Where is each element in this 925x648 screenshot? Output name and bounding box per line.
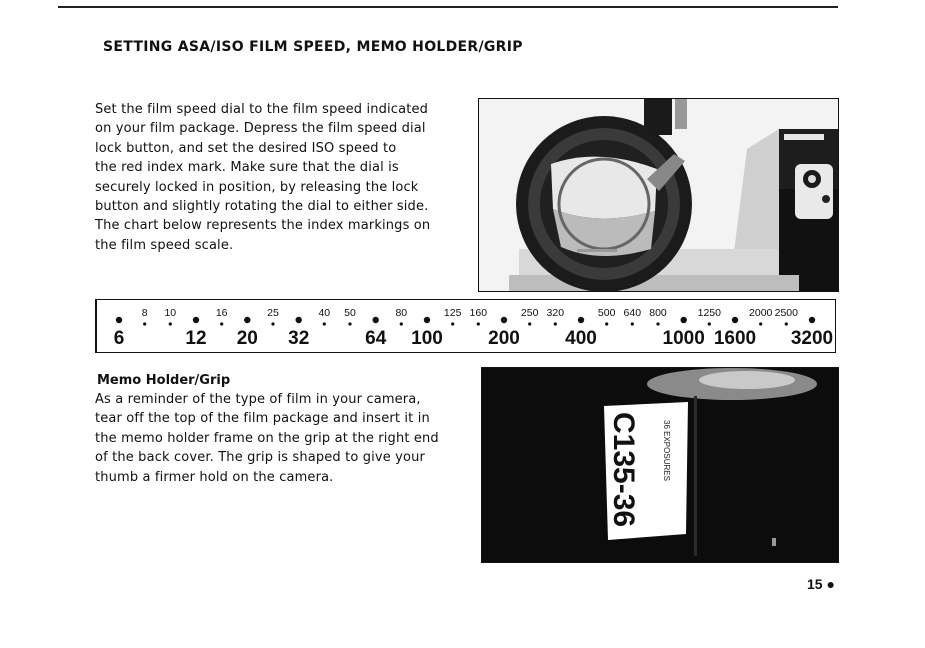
memo-line: thumb a firmer hold on the camera. [95, 469, 334, 485]
iso-minor-label: 2000 [749, 307, 773, 319]
iso-minor-label: 80 [395, 307, 408, 319]
intro-line: on your film package. Depress the film speed dial [95, 121, 426, 137]
iso-minor-label: 10 [164, 307, 177, 319]
iso-major-label: 64 [365, 328, 387, 349]
intro-line: button and slightly rotating the dial to either side. [95, 199, 429, 215]
page-number [807, 576, 835, 592]
iso-dot [271, 322, 274, 325]
memo-line: of the back cover. The grip is shaped to give your [95, 450, 425, 466]
iso-dot [631, 322, 634, 325]
intro-line: The chart below represents the index markings on [95, 218, 431, 234]
iso-major-label: 32 [288, 328, 310, 349]
iso-dot [451, 322, 454, 325]
iso-minor-label: 16 [215, 307, 228, 319]
iso-dot [809, 317, 815, 323]
iso-minor-label: 1250 [697, 307, 721, 319]
iso-dot [323, 322, 326, 325]
iso-major-label: 400 [565, 328, 597, 349]
page-number-value: 15 [807, 576, 823, 592]
camera-dial-photo [478, 98, 839, 292]
iso-major-label: 12 [185, 328, 207, 349]
iso-dot [528, 322, 531, 325]
memo-holder-photo [481, 367, 839, 563]
intro-paragraph [95, 100, 467, 255]
iso-dot [656, 322, 659, 325]
iso-film-speed-scale [95, 299, 836, 353]
iso-major-label: 3200 [790, 328, 834, 349]
iso-major-label: 100 [411, 328, 443, 349]
intro-line: the film speed scale. [95, 237, 234, 253]
iso-major-label: 20 [236, 328, 258, 349]
memo-paragraph [95, 390, 467, 487]
memo-line: the memo holder frame on the grip at the right end [95, 430, 439, 446]
intro-line: securely locked in position, by releasing the lock [95, 179, 419, 195]
iso-minor-label: 2500 [774, 307, 798, 319]
intro-line: lock button, and set the desired ISO speed to [95, 140, 397, 156]
iso-minor-label: 640 [623, 307, 642, 319]
iso-dot [193, 317, 199, 323]
iso-dot [732, 317, 738, 323]
iso-minor-label: 8 [141, 307, 148, 319]
iso-dot [143, 322, 146, 325]
iso-major-label: 1600 [713, 328, 757, 349]
iso-dot [554, 322, 557, 325]
iso-dot [708, 322, 711, 325]
memo-line: As a reminder of the type of film in your camera, [95, 392, 421, 407]
iso-dot [116, 317, 122, 323]
film-caption-label: 36 EXPOSURES [662, 420, 671, 481]
iso-dot [681, 317, 687, 323]
iso-dot [477, 322, 480, 325]
iso-minor-label: 500 [597, 307, 616, 319]
iso-dot [296, 317, 302, 323]
iso-dot [605, 322, 608, 325]
iso-minor-label: 320 [546, 307, 565, 319]
intro-line: Set the film speed dial to the film speed indicated [95, 102, 428, 117]
iso-dot [373, 317, 379, 323]
iso-dot [578, 317, 584, 323]
iso-dot [501, 317, 507, 323]
iso-dot [400, 322, 403, 325]
top-rule [58, 6, 838, 8]
intro-line: the red index mark. Make sure that the dial is [95, 160, 399, 176]
iso-dot [759, 322, 762, 325]
iso-minor-label: 160 [469, 307, 488, 319]
iso-major-label: 6 [113, 328, 125, 349]
iso-dot [244, 317, 250, 323]
iso-major-label: 1000 [662, 328, 705, 349]
iso-major-label: 200 [488, 328, 520, 349]
iso-dot [220, 322, 223, 325]
iso-minor-label: 50 [344, 307, 356, 319]
page-title: SETTING ASA/ISO FILM SPEED, MEMO HOLDER/GRIP [103, 39, 523, 55]
iso-minor-label: 40 [318, 307, 331, 319]
page-number-bullet: ● [826, 576, 835, 592]
iso-dot [169, 322, 172, 325]
iso-minor-label: 800 [649, 307, 667, 319]
iso-dot [348, 322, 351, 325]
iso-minor-label: 125 [443, 307, 462, 319]
iso-minor-label: 25 [267, 307, 279, 319]
iso-minor-label: 250 [520, 307, 539, 319]
memo-line: tear off the top of the film package and insert it in [95, 411, 430, 427]
film-code-label: C135-36 [607, 412, 640, 528]
memo-heading: Memo Holder/Grip [97, 373, 231, 388]
iso-dot [424, 317, 430, 323]
iso-dot [785, 322, 788, 325]
